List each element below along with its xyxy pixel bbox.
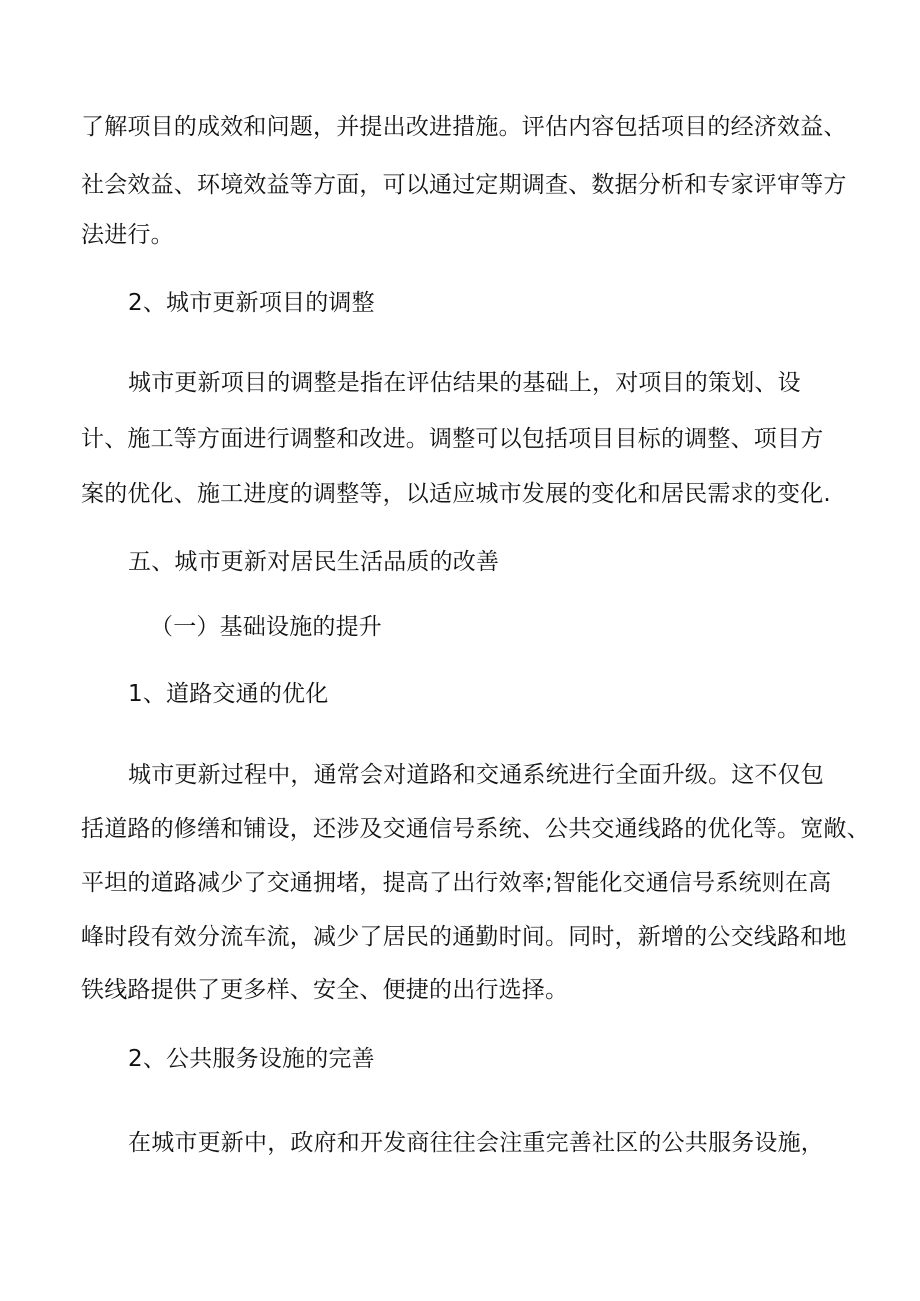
paragraph-line: 计、施工等方面进行调整和改进。调整可以包括项目目标的调整、项目方 bbox=[81, 426, 824, 452]
paragraph-line: 铁线路提供了更多样、安全、便捷的出行选择。 bbox=[81, 977, 569, 1003]
paragraph-line: 峰时段有效分流车流，减少了居民的通勤时间。同时，新增的公交线路和地 bbox=[81, 924, 847, 950]
paragraph-line: 括道路的修缮和铺设，还涉及交通信号系统、公共交通线路的优化等。宽敞、 bbox=[81, 816, 870, 842]
paragraph-line: 城市更新项目的调整是指在评估结果的基础上，对项目的策划、设 bbox=[128, 370, 801, 396]
heading-public-services: 2、公共服务设施的完善 bbox=[128, 1046, 375, 1072]
paragraph-line: 在城市更新中，政府和开发商往往会注重完善社区的公共服务设施， bbox=[128, 1130, 824, 1156]
paragraph-line: 城市更新过程中，通常会对道路和交通系统进行全面升级。这不仅包 bbox=[128, 762, 824, 788]
paragraph-line: 平坦的道路减少了交通拥堵，提高了出行效率;智能化交通信号系统则在高 bbox=[81, 870, 832, 896]
paragraph-line: 社会效益、环境效益等方面，可以通过定期调查、数据分析和专家评审等方 bbox=[81, 172, 847, 198]
heading-road-traffic: 1、道路交通的优化 bbox=[128, 681, 329, 707]
section-heading-five: 五、城市更新对居民生活品质的改善 bbox=[128, 549, 500, 575]
paragraph-line: 法进行。 bbox=[81, 222, 174, 248]
paragraph-line: 了解项目的成效和问题，并提出改进措施。评估内容包括项目的经济效益、 bbox=[81, 114, 847, 140]
paragraph-line: 案的优化、施工进度的调整等，以适应城市发展的变化和居民需求的变化. bbox=[81, 481, 831, 507]
subsection-heading-infrastructure: （一）基础设施的提升 bbox=[150, 614, 382, 640]
heading-project-adjustment: 2、城市更新项目的调整 bbox=[128, 290, 375, 316]
